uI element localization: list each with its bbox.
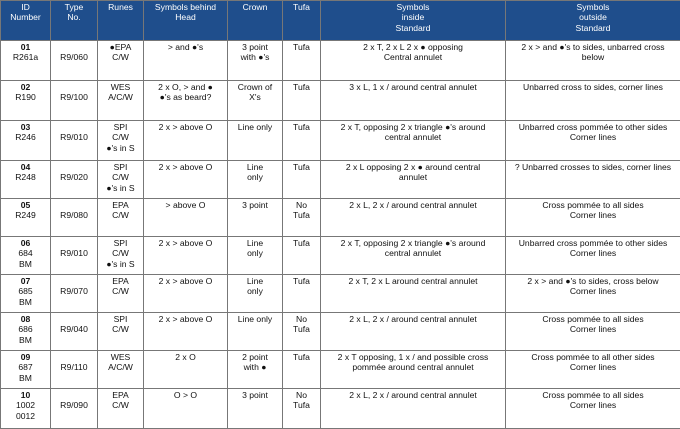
- cell-symbols-outside-line: Cross pommée to all sides: [508, 200, 678, 210]
- cell-tufa-line: Tufa: [285, 276, 318, 286]
- cell-id: [1, 121, 51, 161]
- cell-id-line: BM: [3, 297, 48, 307]
- cell-id-line: 07: [3, 276, 48, 286]
- cell-runes: [98, 389, 144, 429]
- table-row: [1, 351, 680, 389]
- cell-crown-line: Crown of: [230, 82, 280, 92]
- cell-symbols-inside: [321, 389, 506, 429]
- cell-symbols-behind-head-line: 2 x > above O: [146, 122, 225, 132]
- cell-symbols-outside-line: below: [508, 52, 678, 62]
- cell-symbols-inside-line: central annulet: [323, 132, 503, 142]
- cell-id-line: 0012: [3, 411, 48, 421]
- cell-type: [51, 237, 98, 275]
- cell-symbols-inside-line: Central annulet: [323, 52, 503, 62]
- table-row: [1, 389, 680, 429]
- cell-type-line: [53, 82, 95, 92]
- cell-symbols-inside: [321, 275, 506, 313]
- cell-id-line: 01: [3, 42, 48, 52]
- cell-runes-line: ●'s in S: [100, 183, 141, 193]
- cell-symbols-outside-line: ? Unbarred crosses to sides, corner lines: [508, 162, 678, 172]
- cell-symbols-inside: [321, 237, 506, 275]
- header-symbols-inside-standard: Symbols inside Standard: [321, 1, 506, 41]
- cell-runes-line: EPA: [100, 200, 141, 210]
- cell-type-line: [53, 314, 95, 324]
- cell-symbols-behind-head-line: 2 x > above O: [146, 238, 225, 248]
- cell-id-line: R248: [3, 172, 48, 182]
- cell-symbols-inside-line: annulet: [323, 172, 503, 182]
- cell-crown-line: Line only: [230, 314, 280, 324]
- cell-type-line: R9/100: [53, 92, 95, 102]
- header-symbols-outside-standard: Symbols outside Standard: [506, 1, 680, 41]
- cell-id-line: 687: [3, 362, 48, 372]
- cell-runes-line: ●'s in S: [100, 259, 141, 269]
- cell-type: [51, 161, 98, 199]
- cell-id-line: 05: [3, 200, 48, 210]
- cell-runes: [98, 81, 144, 121]
- cell-tufa-line: Tufa: [285, 82, 318, 92]
- cell-symbols-behind-head: [144, 81, 228, 121]
- cell-crown-line: only: [230, 286, 280, 296]
- cell-symbols-outside-line: Corner lines: [508, 248, 678, 258]
- cell-type-line: [53, 122, 95, 132]
- cell-id-line: R246: [3, 132, 48, 142]
- cell-id-line: 08: [3, 314, 48, 324]
- cell-tufa: [283, 81, 321, 121]
- cell-type: [51, 351, 98, 389]
- cell-symbols-outside-line: 2 x > and ●'s to sides, cross below: [508, 276, 678, 286]
- cell-runes-line: SPI: [100, 314, 141, 324]
- cell-runes-line: A/C/W: [100, 362, 141, 372]
- cell-tufa: [283, 351, 321, 389]
- cell-tufa-line: Tufa: [285, 238, 318, 248]
- cell-id-line: BM: [3, 373, 48, 383]
- cell-type-line: R9/010: [53, 132, 95, 142]
- table-row: [1, 199, 680, 237]
- cell-symbols-behind-head-line: 2 x > above O: [146, 162, 225, 172]
- cell-crown-line: 3 point: [230, 200, 280, 210]
- cell-id-line: 10: [3, 390, 48, 400]
- table-body: [1, 41, 680, 429]
- cell-symbols-behind-head-line: > and ●'s: [146, 42, 225, 52]
- cell-runes: [98, 199, 144, 237]
- cell-crown: [228, 81, 283, 121]
- cell-runes: [98, 275, 144, 313]
- cell-symbols-outside: [506, 161, 680, 199]
- cell-tufa-line: Tufa: [285, 400, 318, 410]
- cell-tufa-line: Tufa: [285, 162, 318, 172]
- cell-symbols-inside-line: 2 x T, 2 x L around central annulet: [323, 276, 503, 286]
- cell-type: [51, 389, 98, 429]
- cell-symbols-inside-line: 2 x T, opposing 2 x triangle ●'s around: [323, 122, 503, 132]
- table-row: [1, 121, 680, 161]
- cell-symbols-inside-line: 2 x L opposing 2 x ● around central: [323, 162, 503, 172]
- cell-tufa-line: Tufa: [285, 352, 318, 362]
- cell-runes: [98, 41, 144, 81]
- cell-id-line: R261a: [3, 52, 48, 62]
- cell-symbols-inside: [321, 199, 506, 237]
- cell-crown: [228, 351, 283, 389]
- cell-symbols-outside: [506, 199, 680, 237]
- cell-runes: [98, 313, 144, 351]
- cell-runes-line: SPI: [100, 162, 141, 172]
- cell-type-line: [53, 42, 95, 52]
- cell-type-line: [53, 200, 95, 210]
- cell-tufa-line: Tufa: [285, 324, 318, 334]
- cell-type-line: R9/110: [53, 362, 95, 372]
- cell-id-line: BM: [3, 259, 48, 269]
- cell-symbols-inside: [321, 81, 506, 121]
- cell-symbols-behind-head-line: O > O: [146, 390, 225, 400]
- cell-symbols-behind-head-line: 2 x O, > and ●: [146, 82, 225, 92]
- cell-crown-line: X's: [230, 92, 280, 102]
- cell-tufa: [283, 389, 321, 429]
- cell-runes-line: ●'s in S: [100, 143, 141, 153]
- cell-id: [1, 161, 51, 199]
- cell-runes-line: C/W: [100, 172, 141, 182]
- cell-tufa: [283, 161, 321, 199]
- cell-id: [1, 81, 51, 121]
- cell-tufa-line: Tufa: [285, 42, 318, 52]
- cell-symbols-outside: [506, 237, 680, 275]
- cell-id-line: 02: [3, 82, 48, 92]
- cell-crown-line: 3 point: [230, 42, 280, 52]
- cell-type-line: R9/090: [53, 400, 95, 410]
- cell-runes-line: C/W: [100, 324, 141, 334]
- cell-symbols-behind-head-line: > above O: [146, 200, 225, 210]
- cell-symbols-inside-line: 2 x T opposing, 1 x / and possible cross: [323, 352, 503, 362]
- cell-symbols-outside-line: Corner lines: [508, 210, 678, 220]
- cell-id-line: 685: [3, 286, 48, 296]
- cell-symbols-outside-line: Cross pommée to all sides: [508, 390, 678, 400]
- cell-tufa-line: Tufa: [285, 210, 318, 220]
- cell-type-line: [53, 162, 95, 172]
- cell-tufa: [283, 41, 321, 81]
- cell-symbols-inside: [321, 121, 506, 161]
- cell-crown-line: with ●: [230, 362, 280, 372]
- cell-crown-line: Line: [230, 276, 280, 286]
- cell-runes-line: C/W: [100, 52, 141, 62]
- cell-symbols-behind-head: [144, 313, 228, 351]
- cell-runes: [98, 351, 144, 389]
- cell-symbols-inside-line: 2 x L, 2 x / around central annulet: [323, 314, 503, 324]
- cell-tufa-line: No: [285, 314, 318, 324]
- cell-symbols-behind-head: [144, 389, 228, 429]
- cell-crown: [228, 121, 283, 161]
- table-row: [1, 237, 680, 275]
- table-row: [1, 41, 680, 81]
- cell-symbols-inside: [321, 161, 506, 199]
- cell-runes-line: SPI: [100, 238, 141, 248]
- header-symbols-behind-head: Symbols behind Head: [144, 1, 228, 41]
- cell-runes-line: WES: [100, 352, 141, 362]
- header-row: [1, 1, 680, 41]
- cell-symbols-outside: [506, 351, 680, 389]
- cell-symbols-outside-line: Unbarred cross to sides, corner lines: [508, 82, 678, 92]
- cell-runes-line: C/W: [100, 132, 141, 142]
- cell-runes-line: EPA: [100, 276, 141, 286]
- cell-runes: [98, 161, 144, 199]
- cell-symbols-outside: [506, 389, 680, 429]
- cell-crown-line: Line: [230, 162, 280, 172]
- header-tufa: Tufa: [283, 1, 321, 41]
- cell-id-line: 684: [3, 248, 48, 258]
- cell-crown: [228, 161, 283, 199]
- cell-symbols-behind-head-line: 2 x > above O: [146, 276, 225, 286]
- cell-id: [1, 351, 51, 389]
- cell-symbols-behind-head-line: 2 x > above O: [146, 314, 225, 324]
- cell-type: [51, 275, 98, 313]
- table-row: [1, 313, 680, 351]
- header-crown: Crown: [228, 1, 283, 41]
- cell-symbols-outside: [506, 275, 680, 313]
- cell-runes-line: EPA: [100, 390, 141, 400]
- cell-crown: [228, 389, 283, 429]
- cell-symbols-outside-line: Cross pommée to all other sides: [508, 352, 678, 362]
- cell-crown: [228, 275, 283, 313]
- cell-runes-line: C/W: [100, 210, 141, 220]
- cell-symbols-inside-line: 2 x T, opposing 2 x triangle ●'s around: [323, 238, 503, 248]
- cell-type-line: R9/020: [53, 172, 95, 182]
- cell-symbols-inside: [321, 41, 506, 81]
- cell-type: [51, 313, 98, 351]
- cell-id-line: 1002: [3, 400, 48, 410]
- cell-type: [51, 41, 98, 81]
- cell-type: [51, 199, 98, 237]
- cell-symbols-outside: [506, 41, 680, 81]
- cell-crown: [228, 313, 283, 351]
- cell-type-line: R9/060: [53, 52, 95, 62]
- cell-id-line: 06: [3, 238, 48, 248]
- cell-symbols-inside-line: 2 x L, 2 x / around central annulet: [323, 200, 503, 210]
- cell-id: [1, 199, 51, 237]
- cell-id: [1, 237, 51, 275]
- cell-symbols-outside-line: 2 x > and ●'s to sides, unbarred cross: [508, 42, 678, 52]
- cell-runes-line: SPI: [100, 122, 141, 132]
- cell-symbols-outside-line: Corner lines: [508, 362, 678, 372]
- cell-crown-line: Line only: [230, 122, 280, 132]
- cell-symbols-outside-line: Corner lines: [508, 286, 678, 296]
- cell-id: [1, 389, 51, 429]
- cell-symbols-outside: [506, 121, 680, 161]
- cell-runes-line: C/W: [100, 400, 141, 410]
- cell-runes-line: A/C/W: [100, 92, 141, 102]
- cell-symbols-outside-line: Unbarred cross pommée to other sides: [508, 238, 678, 248]
- cell-symbols-outside-line: Cross pommée to all sides: [508, 314, 678, 324]
- header-id: ID Number: [1, 1, 51, 41]
- cell-type-line: R9/010: [53, 248, 95, 258]
- cell-crown: [228, 199, 283, 237]
- cell-symbols-outside-line: Corner lines: [508, 132, 678, 142]
- cell-runes-line: C/W: [100, 286, 141, 296]
- header-type: Type No.: [51, 1, 98, 41]
- cell-symbols-inside-line: pommée around central annulet: [323, 362, 503, 372]
- cell-type-line: R9/080: [53, 210, 95, 220]
- cell-symbols-inside-line: 3 x L, 1 x / around central annulet: [323, 82, 503, 92]
- cell-crown-line: 2 point: [230, 352, 280, 362]
- cell-runes: [98, 121, 144, 161]
- cell-tufa: [283, 237, 321, 275]
- cell-id: [1, 313, 51, 351]
- cell-symbols-inside-line: 2 x T, 2 x L 2 x ● opposing: [323, 42, 503, 52]
- cell-crown-line: only: [230, 248, 280, 258]
- table-row: [1, 161, 680, 199]
- cell-type-line: R9/040: [53, 324, 95, 334]
- cell-tufa: [283, 199, 321, 237]
- cell-symbols-behind-head: [144, 351, 228, 389]
- cell-id-line: R190: [3, 92, 48, 102]
- cell-id-line: 04: [3, 162, 48, 172]
- cell-symbols-behind-head: [144, 41, 228, 81]
- cell-symbols-outside-line: Corner lines: [508, 324, 678, 334]
- table-row: [1, 275, 680, 313]
- cell-crown-line: with ●'s: [230, 52, 280, 62]
- cell-symbols-behind-head: [144, 275, 228, 313]
- cell-crown: [228, 41, 283, 81]
- cell-symbols-outside: [506, 81, 680, 121]
- cell-crown: [228, 237, 283, 275]
- cell-type: [51, 121, 98, 161]
- cell-id-line: 09: [3, 352, 48, 362]
- cell-type-line: [53, 390, 95, 400]
- cell-symbols-outside-line: Corner lines: [508, 400, 678, 410]
- cell-tufa: [283, 121, 321, 161]
- table-row: [1, 81, 680, 121]
- cell-id-line: R249: [3, 210, 48, 220]
- header-runes: Runes: [98, 1, 144, 41]
- cell-type-line: [53, 276, 95, 286]
- cell-tufa: [283, 275, 321, 313]
- cell-symbols-inside-line: central annulet: [323, 248, 503, 258]
- cell-runes: [98, 237, 144, 275]
- cell-id-line: 686: [3, 324, 48, 334]
- cell-symbols-behind-head: [144, 161, 228, 199]
- cell-type: [51, 81, 98, 121]
- cell-tufa: [283, 313, 321, 351]
- cell-symbols-inside: [321, 313, 506, 351]
- cell-type-line: [53, 238, 95, 248]
- cell-tufa-line: Tufa: [285, 122, 318, 132]
- cell-symbols-behind-head: [144, 237, 228, 275]
- cell-runes-line: WES: [100, 82, 141, 92]
- cell-type-line: R9/070: [53, 286, 95, 296]
- cell-id: [1, 275, 51, 313]
- cell-symbols-behind-head-line: ●'s as beard?: [146, 92, 225, 102]
- cell-id: [1, 41, 51, 81]
- cell-symbols-behind-head-line: 2 x O: [146, 352, 225, 362]
- cell-runes-line: C/W: [100, 248, 141, 258]
- cell-type-line: [53, 352, 95, 362]
- cell-tufa-line: No: [285, 390, 318, 400]
- cell-crown-line: Line: [230, 238, 280, 248]
- cell-tufa-line: No: [285, 200, 318, 210]
- cell-symbols-outside-line: Unbarred cross pommée to other sides: [508, 122, 678, 132]
- cell-symbols-inside: [321, 351, 506, 389]
- cell-symbols-behind-head: [144, 199, 228, 237]
- cell-symbols-inside-line: 2 x L, 2 x / around central annulet: [323, 390, 503, 400]
- cell-id-line: BM: [3, 335, 48, 345]
- cell-id-line: 03: [3, 122, 48, 132]
- cell-crown-line: 3 point: [230, 390, 280, 400]
- cell-runes-line: ●EPA: [100, 42, 141, 52]
- cell-symbols-behind-head: [144, 121, 228, 161]
- cell-symbols-outside: [506, 313, 680, 351]
- cell-crown-line: only: [230, 172, 280, 182]
